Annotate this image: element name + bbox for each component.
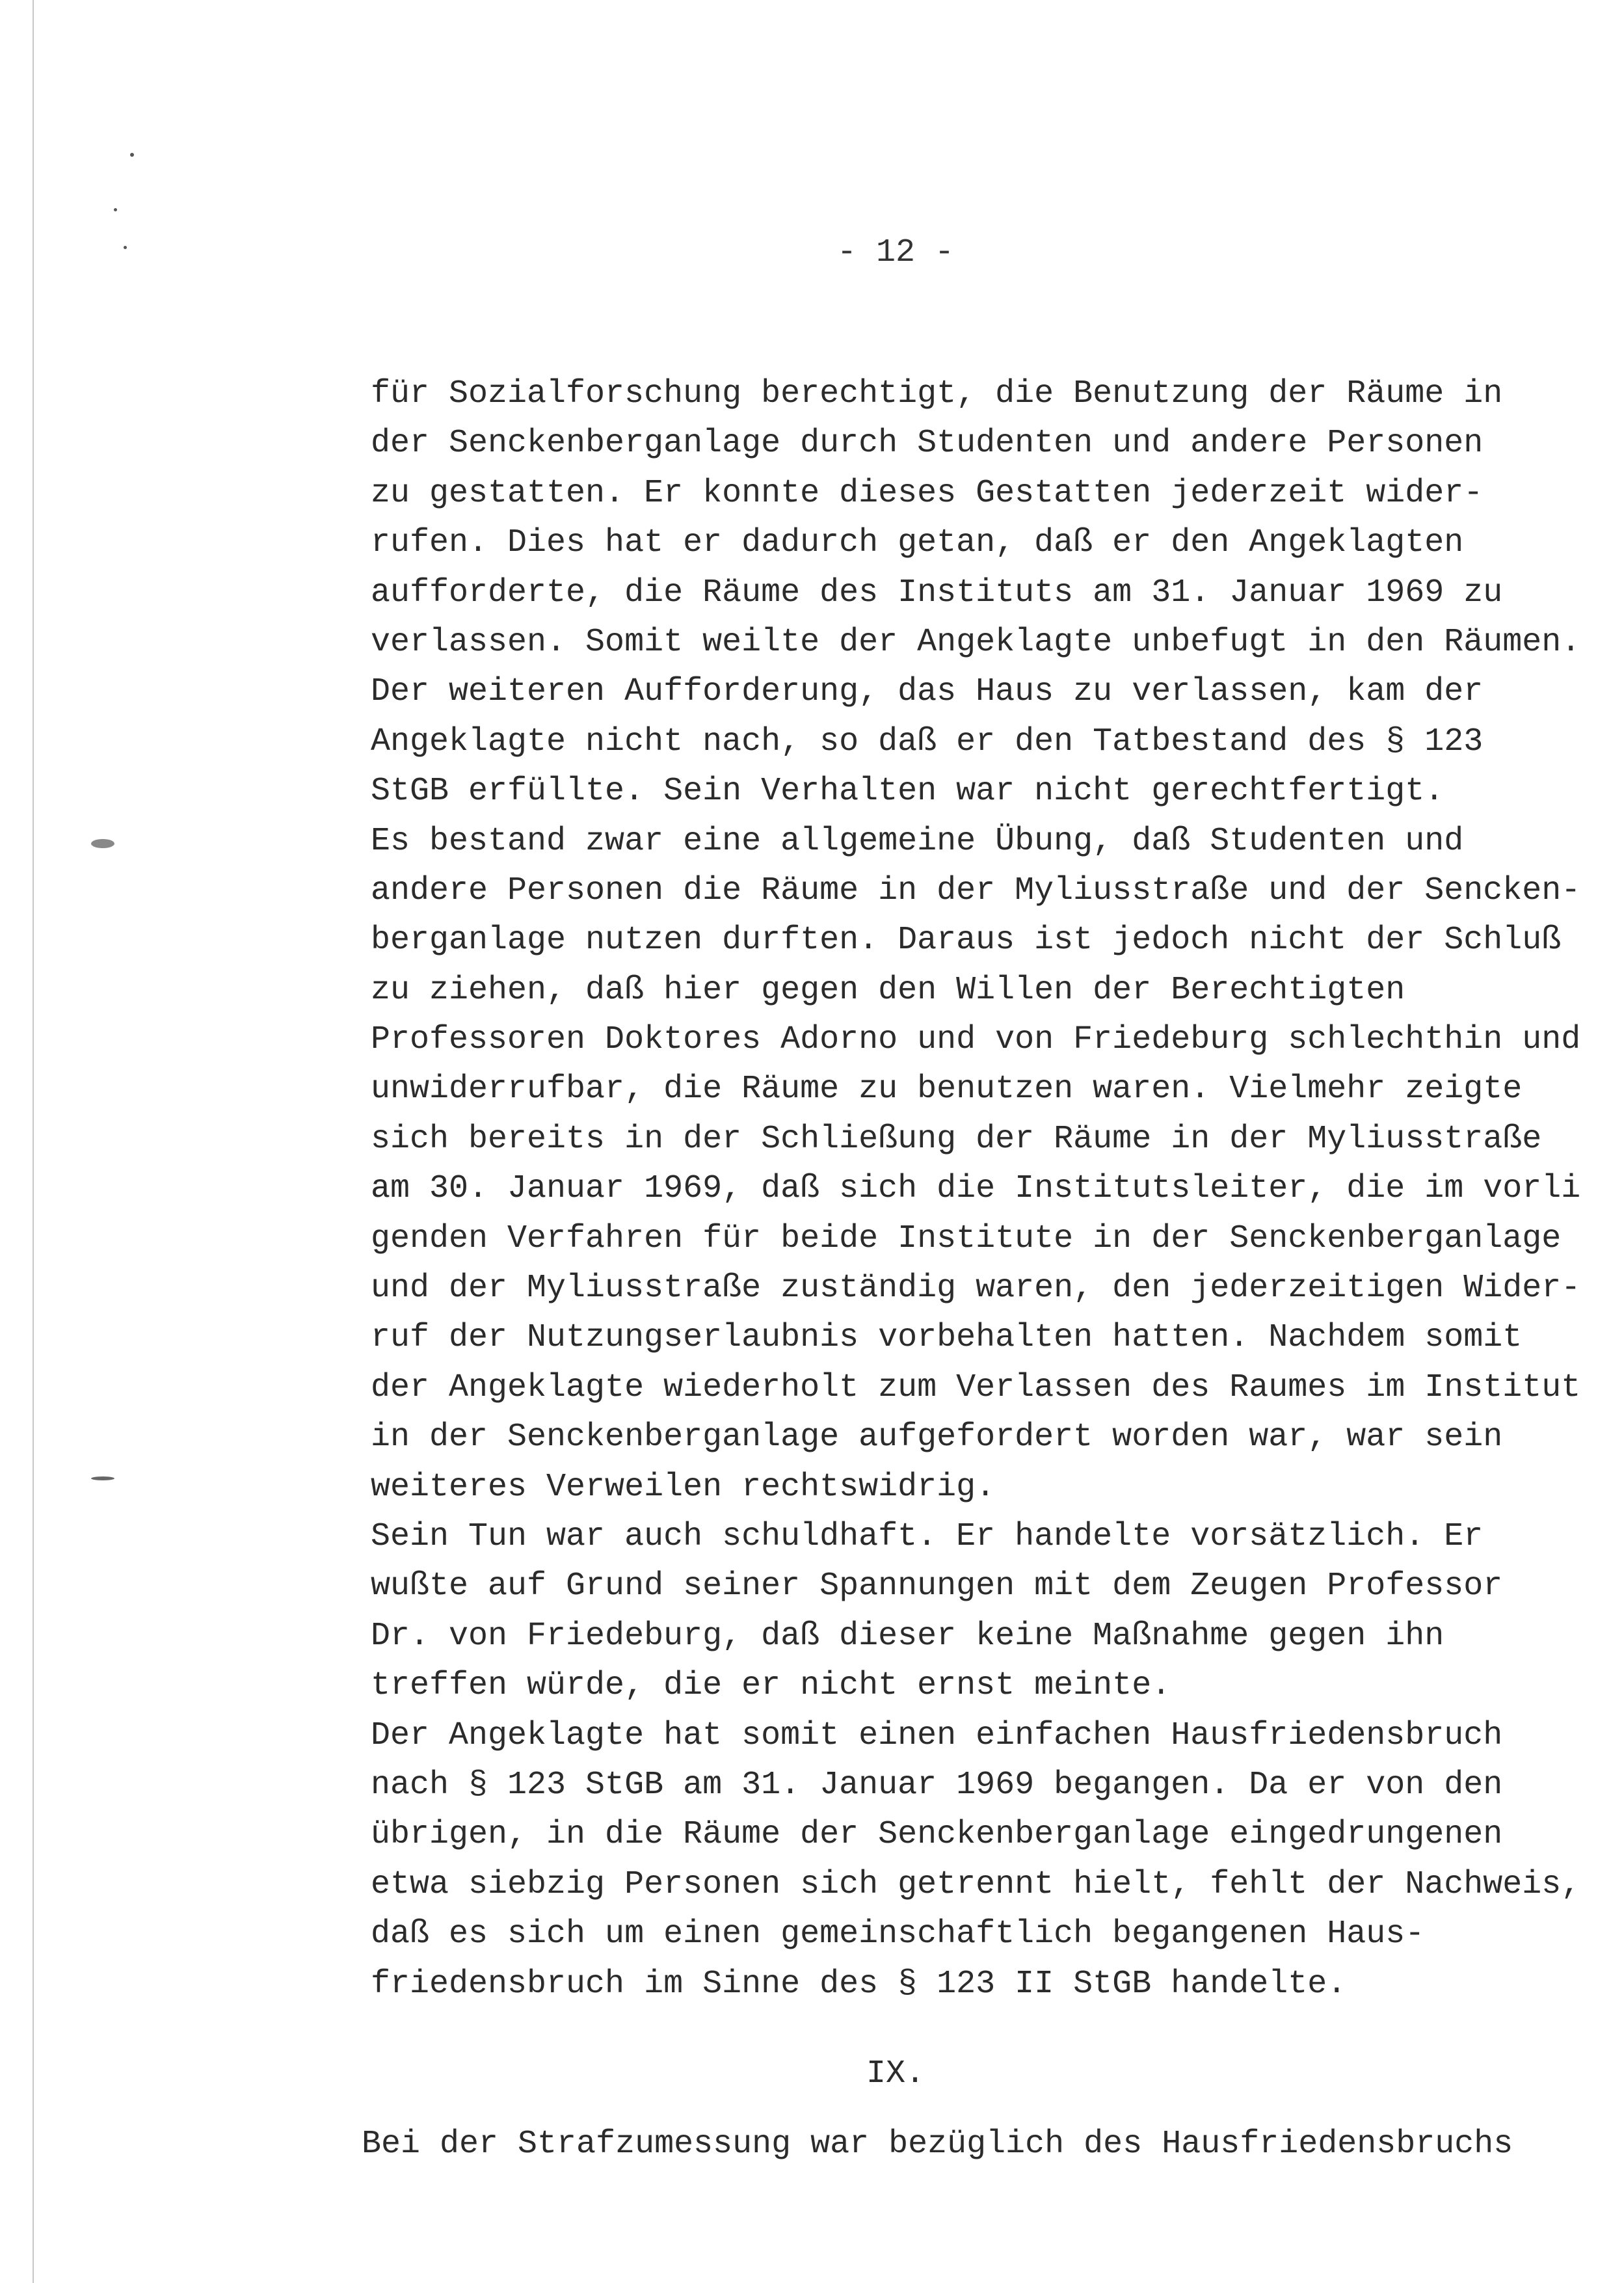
text-line: aufforderte, die Räume des Instituts am 31. Januar 1969 zu (371, 574, 1503, 611)
text-line: Sein Tun war auch schuldhaft. Er handelte vorsätzlich. Er (371, 1517, 1484, 1555)
page-edge-line (33, 0, 34, 2283)
text-line: daß es sich um einen gemeinschaftlich begangenen Haus- (371, 1916, 1425, 1953)
body-text (371, 369, 1580, 2009)
next-paragraph-line: Bei der Strafzumessung war bezüglich des Hausfriedensbruchs (362, 2126, 1513, 2163)
text-line: friedensbruch im Sinne des § 123 II StGB handelte. (371, 1965, 1347, 2003)
text-line: der Senckenberganlage durch Studenten und andere Personen (371, 425, 1484, 462)
text-line: weiteres Verweilen rechtswidrig. (371, 1468, 996, 1506)
text-line: etwa siebzig Personen sich getrennt hielt, fehlt der Nachweis, (371, 1865, 1581, 1903)
text-line: zu ziehen, daß hier gegen den Willen der Berechtigten (371, 971, 1405, 1009)
text-line: StGB erfüllte. Sein Verhalten war nicht gerechtfertigt. (371, 773, 1444, 810)
text-line: ruf der Nutzungserlaubnis vorbehalten hatten. Nachdem somit (371, 1319, 1523, 1357)
scan-speck (114, 208, 117, 211)
text-line: Angeklagte nicht nach, so daß er den Tatbestand des § 123 (371, 723, 1484, 760)
text-line: verlassen. Somit weilte der Angeklagte unbefugt in den Räumen. (371, 623, 1581, 661)
text-line: sich bereits in der Schließung der Räume in der Myliusstraße (371, 1120, 1542, 1158)
text-line: für Sozialforschung berechtigt, die Benutzung der Räume in (371, 375, 1503, 412)
text-line: am 30. Januar 1969, daß sich die Institutsleiter, die im vorli (371, 1170, 1581, 1208)
text-line: zu gestatten. Er konnte dieses Gestatten jederzeit wider- (371, 474, 1484, 512)
text-line: Der Angeklagte hat somit einen einfachen Hausfriedensbruch (371, 1716, 1503, 1754)
text-line: Professoren Doktores Adorno und von Friedeburg schlechthin und (371, 1021, 1581, 1059)
text-line: rufen. Dies hat er dadurch getan, daß er den Angeklagten (371, 524, 1464, 562)
text-line: wußte auf Grund seiner Spannungen mit dem Zeugen Professor (371, 1568, 1503, 1605)
page-number: - 12 - (836, 234, 955, 271)
text-line: Der weiteren Aufforderung, das Haus zu verlassen, kam der (371, 673, 1484, 711)
text-line: unwiderrufbar, die Räume zu benutzen waren. Vielmehr zeigte (371, 1071, 1523, 1108)
text-line: nach § 123 StGB am 31. Januar 1969 begangen. Da er von den (371, 1766, 1503, 1804)
text-line: genden Verfahren für beide Institute in der Senckenberganlage (371, 1220, 1562, 1257)
text-line: und der Myliusstraße zuständig waren, den jederzeitigen Wider- (371, 1270, 1581, 1307)
text-line: Dr. von Friedeburg, daß dieser keine Maßnahme gegen ihn (371, 1617, 1444, 1655)
text-line: treffen würde, die er nicht ernst meinte. (371, 1667, 1171, 1705)
text-line: Es bestand zwar eine allgemeine Übung, daß Studenten und (371, 822, 1464, 860)
text-line: in der Senckenberganlage aufgefordert worden war, war sein (371, 1419, 1503, 1456)
text-line: der Angeklagte wiederholt zum Verlassen des Raumes im Institut (371, 1368, 1581, 1406)
scan-speck (130, 153, 134, 157)
scan-speck (91, 839, 114, 848)
text-line: andere Personen die Räume in der Myliusstraße und der Sencken- (371, 872, 1581, 909)
section-heading: IX. (866, 2055, 925, 2092)
scan-speck (91, 1476, 114, 1480)
text-line: übrigen, in die Räume der Senckenberganlage eingedrungenen (371, 1816, 1503, 1854)
text-line: berganlage nutzen durften. Daraus ist jedoch nicht der Schluß (371, 922, 1562, 959)
